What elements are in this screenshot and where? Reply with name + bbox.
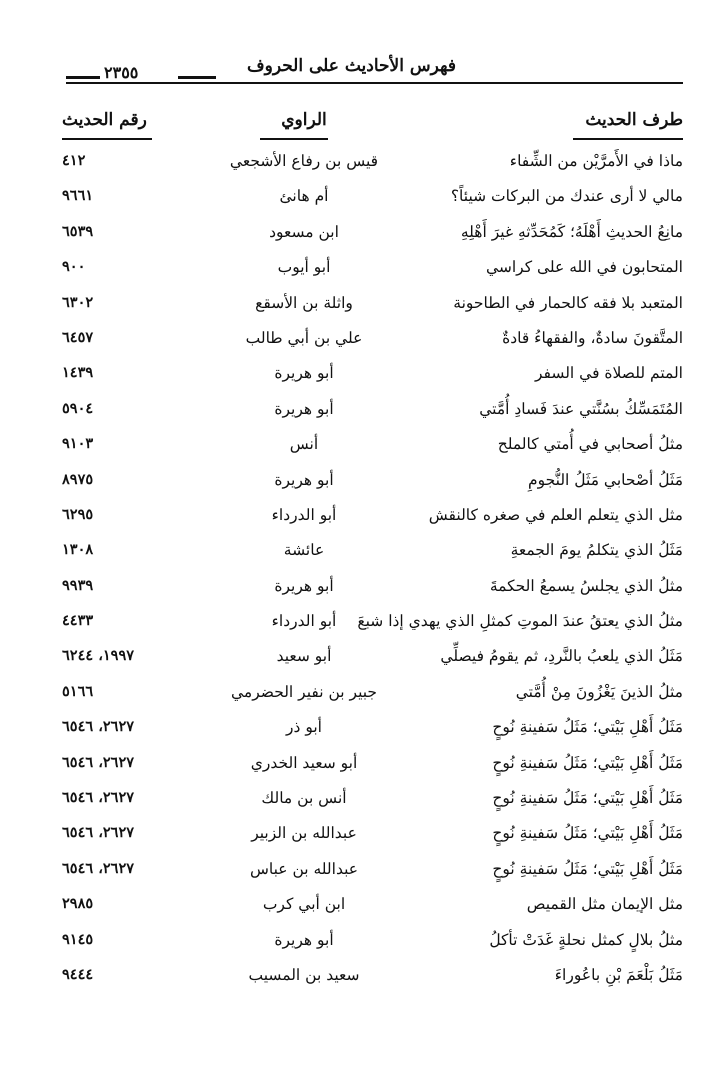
- number-cell: ٩٠٠: [62, 258, 86, 276]
- page-number-rule-left: [66, 76, 100, 79]
- hadith-cell: المتم للصلاة في السفر: [534, 364, 683, 383]
- index-row: [0, 785, 703, 820]
- column-header-narrator: الراوي: [281, 110, 327, 130]
- number-cell: ٥١٦٦: [62, 682, 94, 700]
- hadith-cell: مثلُ الذي يعتقُ عندَ الموتِ كمثلِ الذي يهدي إذا شبعَ: [357, 612, 683, 631]
- column-header-hadith: طرف الحديث: [585, 110, 683, 130]
- hadith-cell: مالي لا أرى عندك من البركات شيئاً؟: [450, 187, 683, 206]
- index-row: [0, 290, 703, 325]
- number-cell: ٢٦٢٧، ٦٥٤٦: [62, 718, 135, 736]
- narrator-cell: أبو سعيد الخدري: [250, 753, 358, 772]
- narrator-cell: ابن مسعود: [269, 222, 339, 241]
- index-row: [0, 927, 703, 962]
- index-row: [0, 750, 703, 785]
- number-cell: ٦٣٠٢: [62, 293, 94, 311]
- hadith-cell: مَثَلُ بَلْعَمَ بْنِ باعُوراءَ: [554, 965, 683, 984]
- number-cell: ٩١٠٣: [62, 435, 94, 453]
- narrator-cell: أبو هريرة: [274, 930, 334, 949]
- narrator-cell: أبو هريرة: [274, 399, 334, 418]
- hadith-cell: مثلُ الذي يجلسُ يسمعُ الحكمةَ: [489, 576, 683, 595]
- index-row: [0, 219, 703, 254]
- narrator-cell: أم هانئ: [279, 187, 329, 206]
- hadith-cell: مَثَلُ الذي يتكلمُ يومَ الجمعةِ: [510, 541, 683, 560]
- narrator-cell: عبدالله بن الزبير: [251, 824, 357, 843]
- index-row: [0, 502, 703, 537]
- index-row: [0, 608, 703, 643]
- hadith-index-list: [0, 148, 703, 997]
- narrator-cell: سعيد بن المسيب: [248, 965, 360, 984]
- narrator-cell: عبدالله بن عباس: [249, 859, 359, 878]
- number-cell: ٤٤٣٣: [62, 612, 94, 630]
- number-cell: ١٣٠٨: [62, 541, 94, 559]
- index-row: [0, 891, 703, 926]
- number-cell: ٩٤٤٤: [62, 965, 94, 983]
- narrator-cell: أبو الدرداء: [271, 505, 337, 524]
- number-cell: ٨٩٧٥: [62, 470, 94, 488]
- number-cell: ٦٥٣٩: [62, 222, 94, 240]
- hadith-cell: مثل الإيمان مثل القميص: [526, 895, 683, 914]
- number-cell: ٩٩٣٩: [62, 576, 94, 594]
- narrator-cell: قيس بن رفاع الأشجعي: [229, 152, 379, 170]
- hadith-cell: مثل الذي يتعلم العلم في صغره كالنقش: [428, 505, 683, 524]
- index-row: [0, 360, 703, 395]
- hadith-cell: ماذا في الأَمرَّيْن من الشِّفاء: [509, 152, 683, 170]
- page-number: ٢٣٥٥: [104, 63, 139, 82]
- hadith-cell: المتَّقونَ سادةٌ، والفقهاءُ قادةٌ: [502, 328, 683, 347]
- hadith-cell: مَثَلُ أَهْلِ بَيْتي؛ مَثَلُ سَفينةِ نُوحٍ: [492, 753, 683, 772]
- number-cell: ٢٦٢٧، ٦٥٤٦: [62, 859, 135, 877]
- narrator-cell: أبو الدرداء: [271, 612, 337, 631]
- hadith-cell: مَثَلُ أَهْلِ بَيْتي؛ مَثَلُ سَفينةِ نُوحٍ: [492, 718, 683, 737]
- hadith-cell: مثلُ أصحابي في أُمتي كالملح: [497, 435, 683, 454]
- index-row: [0, 396, 703, 431]
- column-header-hadith-underline: [573, 138, 683, 140]
- column-header-narrator-underline: [260, 138, 328, 140]
- index-row: [0, 537, 703, 572]
- number-cell: ٦٤٥٧: [62, 328, 94, 346]
- hadith-cell: مَثَلُ أَهْلِ بَيْتي؛ مَثَلُ سَفينةِ نُوحٍ: [492, 789, 683, 808]
- index-row: [0, 643, 703, 678]
- narrator-cell: جبير بن نفير الحضرمي: [230, 682, 378, 701]
- narrator-cell: عائشة: [283, 541, 325, 560]
- narrator-cell: واثلة بن الأسقع: [255, 293, 353, 312]
- hadith-cell: المتعبد بلا فقه كالحمار في الطاحونة: [453, 293, 683, 312]
- hadith-cell: مثلُ بلالٍ كمثل نحلةٍ غَدَتْ تأكلُ: [489, 930, 683, 949]
- index-row: [0, 325, 703, 360]
- index-row: [0, 856, 703, 891]
- column-header-number-underline: [62, 138, 152, 140]
- number-cell: ٢٦٢٧، ٦٥٤٦: [62, 789, 135, 807]
- hadith-cell: مثلُ الذينَ يَغْزُونَ مِنْ أُمَّتي: [515, 682, 683, 701]
- page-number-block: [66, 63, 216, 83]
- column-headers: [0, 110, 703, 136]
- running-title: فهرس الأحاديث على الحروف: [247, 56, 456, 76]
- index-row: [0, 183, 703, 218]
- number-cell: ٦٢٩٥: [62, 505, 94, 523]
- narrator-cell: أبو هريرة: [274, 364, 334, 383]
- index-row: [0, 467, 703, 502]
- number-cell: ١٩٩٧، ٦٢٤٤: [62, 647, 135, 665]
- narrator-cell: أبو ذر: [286, 718, 322, 737]
- index-row: [0, 820, 703, 855]
- hadith-cell: مَثَلُ أصْحابي مَثَلُ النُّجومِ: [528, 470, 683, 489]
- index-row: [0, 962, 703, 997]
- index-row: [0, 148, 703, 183]
- hadith-cell: المُتَمَسِّكُ بسُنَّتي عندَ فَسادِ أُمَّتي: [479, 399, 683, 418]
- index-row: [0, 573, 703, 608]
- number-cell: ٢٦٢٧، ٦٥٤٦: [62, 753, 135, 771]
- hadith-cell: مَثَلُ أَهْلِ بَيْتي؛ مَثَلُ سَفينةِ نُوحٍ: [492, 824, 683, 843]
- number-cell: ٩١٤٥: [62, 930, 94, 948]
- narrator-cell: أنس بن مالك: [261, 789, 347, 808]
- index-row: [0, 714, 703, 749]
- page-number-rule-right: [178, 76, 216, 79]
- index-row: [0, 431, 703, 466]
- index-row: [0, 679, 703, 714]
- narrator-cell: أبو هريرة: [274, 576, 334, 595]
- hadith-cell: مَثَلُ أَهْلِ بَيْتي؛ مَثَلُ سَفينةِ نُوحٍ: [492, 859, 683, 878]
- number-cell: ٩٦٦١: [62, 187, 94, 205]
- narrator-cell: أنس: [289, 435, 319, 454]
- number-cell: ٢٩٨٥: [62, 895, 94, 913]
- hadith-cell: المتحابون في الله على كراسي: [485, 258, 683, 277]
- number-cell: ٥٩٠٤: [62, 399, 94, 417]
- hadith-cell: مانِعُ الحديثِ أَهْلَهُ؛ كَمُحَدِّثهِ غيرَ أَهْلِهِ: [460, 222, 683, 241]
- narrator-cell: أبو أيوب: [277, 258, 331, 277]
- number-cell: ٤١٢: [62, 152, 86, 169]
- page-header: [0, 52, 703, 84]
- narrator-cell: أبو سعيد: [276, 647, 332, 666]
- narrator-cell: أبو هريرة: [274, 470, 334, 489]
- column-header-number: رقم الحديث: [62, 110, 147, 130]
- number-cell: ٢٦٢٧، ٦٥٤٦: [62, 824, 135, 842]
- index-row: [0, 254, 703, 289]
- narrator-cell: علي بن أبي طالب: [245, 328, 363, 347]
- narrator-cell: ابن أبي كرب: [262, 895, 346, 914]
- header-rule: [66, 82, 683, 84]
- hadith-cell: مَثَلُ الذي يلعبُ بالنَّردِ، ثم يقومُ فيصلِّي: [440, 647, 683, 666]
- number-cell: ١٤٣٩: [62, 364, 94, 382]
